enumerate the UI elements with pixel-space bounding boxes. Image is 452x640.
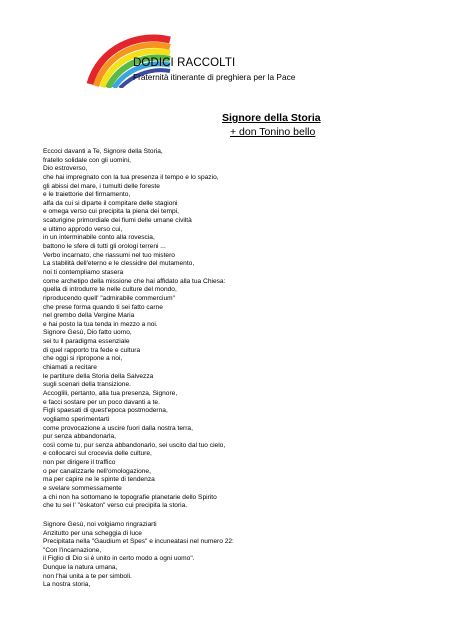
poem-line: che hai impregnato con la tua presenza il tempo e lo spazio, xyxy=(43,173,219,181)
poem-line: e le traiettorie del firmamento, xyxy=(43,191,131,199)
poem-line: gli abissi del mare, i tumulti delle foreste xyxy=(43,182,160,190)
poem-line: vogliamo sperimentarti xyxy=(43,415,110,423)
poem-line: Verbo incarnato, che riassumi nel tuo mistero xyxy=(43,251,175,259)
document-title: Signore della Storia xyxy=(222,112,321,124)
poem-line: "Con l'incarnazione, xyxy=(43,546,102,554)
poem-line: fratello solidale con gli uomini, xyxy=(43,156,131,164)
poem-line: Precipitata nella "Gaudium et Spes" e incuneatasi nel numero 22: xyxy=(43,538,234,546)
poem-line: riproducendo quell' "admirabile commercium" xyxy=(43,294,176,302)
org-subtitle: Fraternità itinerante di preghiera per la Pace xyxy=(133,72,296,82)
poem-line: noi ti contempliamo stasera xyxy=(43,268,124,276)
poem-line: Dunque la natura umana, xyxy=(43,564,118,572)
poem-line: e svelare sommessamente xyxy=(43,484,122,492)
poem-stanza-1 xyxy=(43,148,423,511)
poem-line: La nostra storia, xyxy=(43,581,91,589)
poem-line: che oggi si ripropone a noi, xyxy=(43,355,123,363)
poem-line: come archetipo della missione che hai affidato alla tua Chiesa: xyxy=(43,277,226,285)
poem-line: scaturigine primordiale dei fiumi delle umane civiltà xyxy=(43,217,192,225)
poem-line: Eccoci davanti a Te, Signore della Storia, xyxy=(43,148,163,155)
poem-line: e facci sostare per un poco davanti a te. xyxy=(43,398,160,406)
poem-line: alfa da cui si diparte il compitare delle stagioni xyxy=(43,199,178,207)
poem-line: in un interminabile conto alla rovescia, xyxy=(43,234,155,242)
poem-line: non l'hai unita a te per simboli. xyxy=(43,572,132,580)
poem-line: e ultimo approdo verso cui, xyxy=(43,225,123,233)
poem-line: il Figlio di Dio si è unito in certo modo a ogni uomo". xyxy=(43,555,195,563)
poem-line: Anzitutto per una scheggia di luce xyxy=(43,529,142,537)
poem-line: che prese forma quando ti sei fatto carne xyxy=(43,303,163,311)
poem-line: come provocazione a uscire fuori dalla nostra terra, xyxy=(43,424,193,432)
org-title: DODICI RACCOLTI xyxy=(133,57,236,69)
poem-line: Signore Gesù, noi volgiamo ringraziarti xyxy=(43,520,157,528)
poem-line: e omega verso cui precipita la piena dei tempi, xyxy=(43,208,179,216)
poem-line: Dio estroverso, xyxy=(43,165,88,173)
poem-line: ma per capire ne le spinte di tendenza xyxy=(43,476,155,484)
poem-line: che tu sei l' "èskaton" verso cui precipita la storia. xyxy=(43,502,188,510)
poem-line: chiamati a recitare xyxy=(43,364,97,372)
poem-line: così come tu, pur senza abbandonarlo, sei uscito dal tuo cielo, xyxy=(43,441,226,449)
poem-line: pur senza abbandonarla, xyxy=(43,433,116,441)
poem-stanza-2 xyxy=(43,521,423,590)
poem-line: le partiture della Storia della Salvezza xyxy=(43,372,154,380)
poem-line: e collocarci sul crocevia delle culture, xyxy=(43,450,152,458)
poem-line: a chi non ha sottomano le topografie planetarie dello Spirito xyxy=(43,493,217,501)
poem-line: quella di introdurre te nelle culture del mondo, xyxy=(43,286,177,294)
document-author: + don Tonino bello xyxy=(230,126,316,138)
poem-line: Signore Gesù, Dio fatto uomo, xyxy=(43,329,132,337)
poem-line: Figli spaesati di quest'epoca postmoderna, xyxy=(43,407,168,415)
poem-line: La stabilità dell'eterno e le clessidre del mutamento, xyxy=(43,260,195,268)
poem-line: Accoglili, pertanto, alla tua presenza, Signore, xyxy=(43,389,178,397)
poem-body xyxy=(43,148,423,590)
poem-line: e hai posto la tua tenda in mezzo a noi. xyxy=(43,320,158,328)
poem-line: nel grembo della Vergine Maria xyxy=(43,312,135,320)
poem-line: sei tu il paradigma essenziale xyxy=(43,338,130,346)
poem-line: sugli scenari della transizione. xyxy=(43,381,131,389)
poem-line: di quel rapporto tra fede e cultura xyxy=(43,346,141,354)
poem-line: non per dirigere il traffico xyxy=(43,459,116,467)
poem-line: o per canalizzarle nell'omologazione, xyxy=(43,467,151,475)
poem-line: battono le sfere di tutti gli orologi terreni ... xyxy=(43,243,166,251)
